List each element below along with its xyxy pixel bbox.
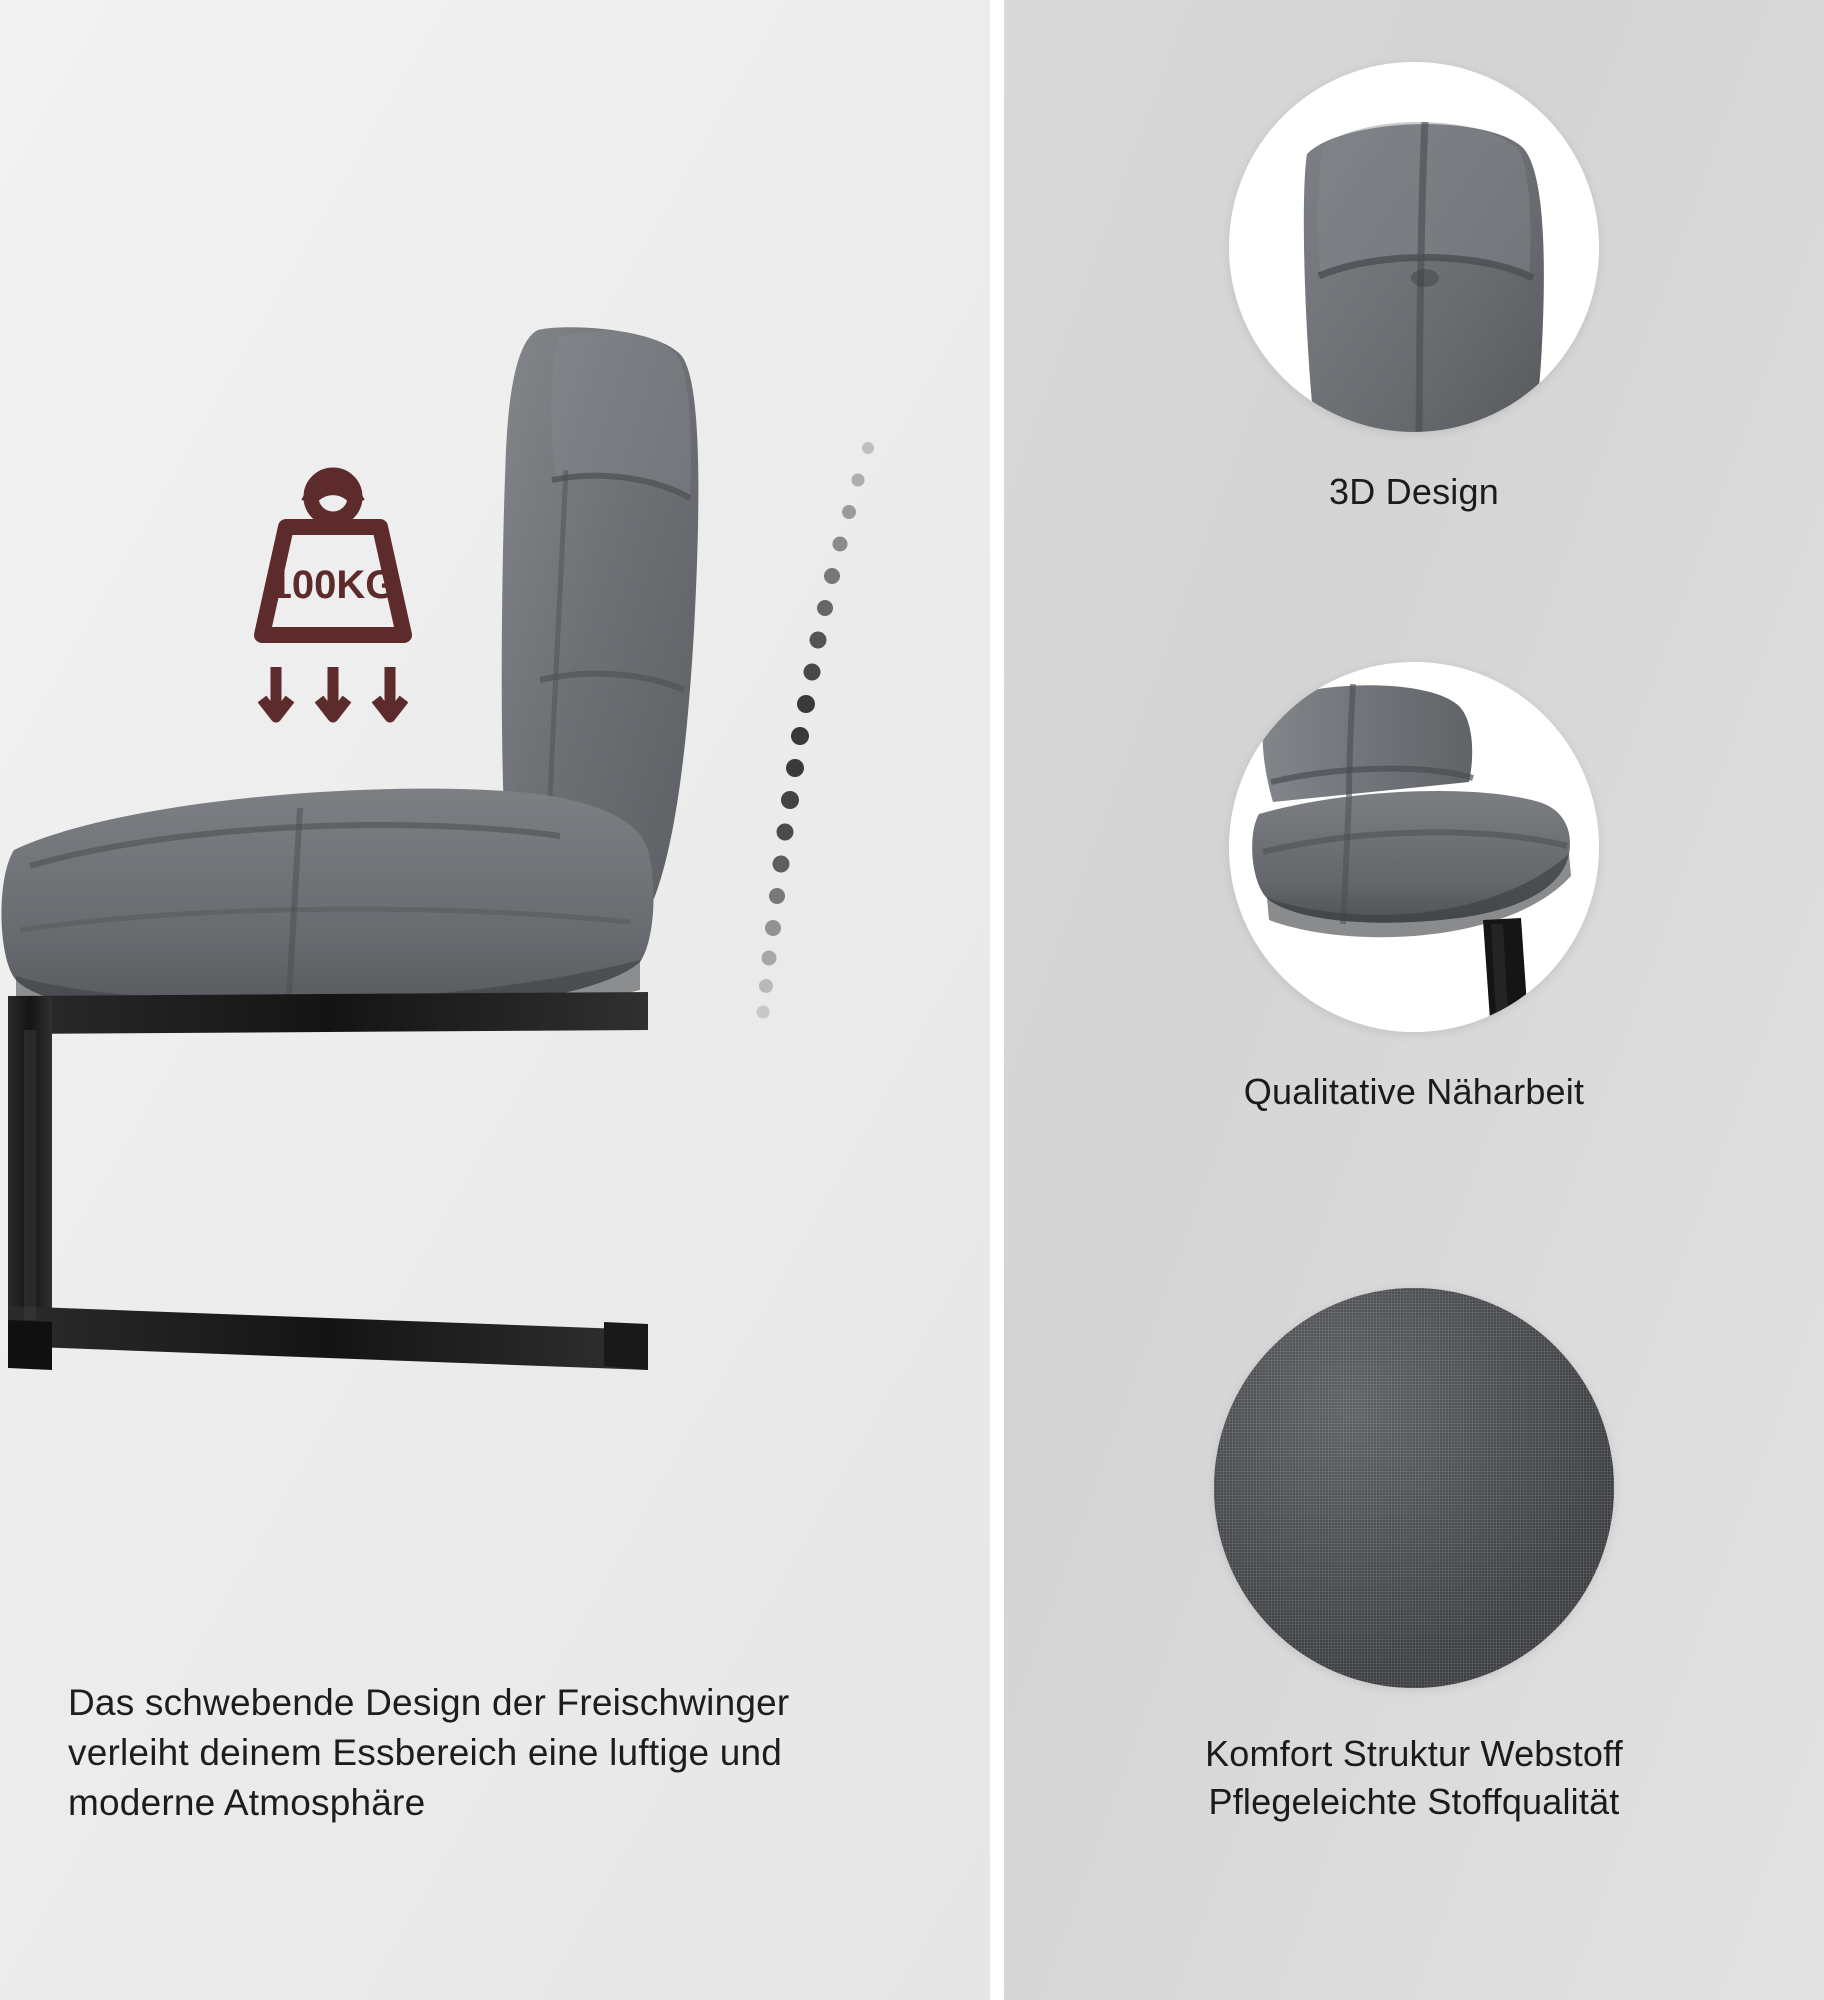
feature-3d-design [1004,62,1824,516]
right-panel [1004,0,1824,2000]
feature-label-fabric-line1: Komfort Struktur Webstoff [1205,1733,1623,1774]
left-caption: Das schwebende Design der Freischwinger verleiht deinem Essbereich eine luftige und moderne Atmosphäre [68,1682,790,1823]
panel-divider [990,0,1004,2000]
chair-seat-stitching-closeup-icon [1229,662,1599,1032]
fabric-weave-texture [1214,1288,1614,1688]
feature-stitching [1004,662,1824,1116]
fabric-texture-closeup-icon [1214,1288,1614,1688]
chair-backrest-closeup-icon [1229,62,1599,432]
cantilever-chair-side-view [0,330,830,1630]
feature-label-3d-design: 3D Design [1329,471,1499,512]
feature-label-stitching: Qualitative Näharbeit [1243,1071,1585,1112]
weight-badge-label: 100KG [269,563,397,607]
feature-label-fabric-line2: Pflegeleichte Stoffqualität [1208,1781,1620,1822]
feature-fabric [1004,1288,1824,1826]
cantilever-frame [8,992,648,1370]
